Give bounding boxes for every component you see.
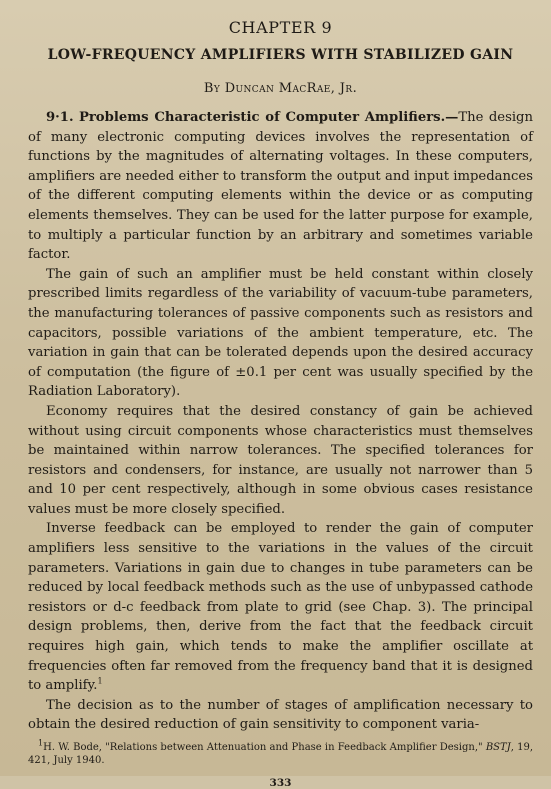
footnote <box>28 738 534 767</box>
paragraph-3: Economy requires that the desired constancy of gain be achieved without using circuit components whose characteristics must themselves be maintained within narrow tolerances. The specified tolerances for resistors and condensers, for instance, are usually not narrower than 5 and 10 per cent respectively, although in some obvious cases resistance values must be more closely specified. <box>28 403 533 517</box>
paragraph-2: The gain of such an amplifier must be held constant within closely prescribed limits regardless of the variability of vacuum-tube parameters, the manufacturing tolerances of passive components such as resistors and capacitors, possible variations of the ambient temperature, etc. The variation in gain that can be tolerated depends upon the desired accuracy of computation (the figure of ±0.1 per cent was usually specified by the Radiation Laboratory). <box>28 266 533 400</box>
footnote-journal: BSTJ <box>485 742 511 753</box>
paragraph-1-text: The design of many electronic computing devices involves the representation of functions by the magnitudes of alternating voltages. In these computers, amplifiers are needed either to transform the output and input impedances of the different computing elements within the device or as computing elements themselves. They can be used for the latter purpose for example, to multiply a particular function by an arbitrary and sometimes variable factor. <box>28 110 533 263</box>
byline-prefix: By <box>203 81 221 96</box>
paragraph-5: The decision as to the number of stages of amplification necessary to obtain the desired reduction of gain sensitivity to component varia- <box>28 697 533 733</box>
paragraph-1 <box>28 108 533 265</box>
chapter-heading: CHAPTER 9 <box>228 18 333 37</box>
footnote-mark: 1 <box>38 738 44 748</box>
footnote-text-a: H. W. Bode, "Relations between Attenuation and Phase in Feedback Amplifier Design," <box>43 742 483 753</box>
author-name: Duncan MacRae, Jr. <box>224 81 358 96</box>
footnote-reference: 1 <box>97 676 103 686</box>
page-number: 333 <box>269 777 292 789</box>
section-number: 9·1. <box>46 110 74 125</box>
section-heading: Problems Characteristic of Computer Amplifiers.— <box>78 110 459 125</box>
author-byline <box>28 81 533 96</box>
paragraph-4-text: Inverse feedback can be employed to render the gain of computer amplifiers less sensitive to the variations in the values of the circuit parameters. Variations in gain due to changes in tube parameters can be reduced by local feedback methods such as the use of unbypassed cathode resistors or d-c feedback from plate to grid (see Chap. 3). The principal design problems, then, derive from the fact that the feedback circuit requires high gain, which tends to make the amplifier oscillate at frequencies often far removed from the frequency band that it is designed to amplify. <box>28 521 533 694</box>
footnote-text-b: , 19, 421, July 1940. <box>28 742 534 766</box>
chapter-title: LOW-FREQUENCY AMPLIFIERS WITH STABILIZED GAIN <box>47 47 514 63</box>
paragraph-4 <box>28 519 533 695</box>
